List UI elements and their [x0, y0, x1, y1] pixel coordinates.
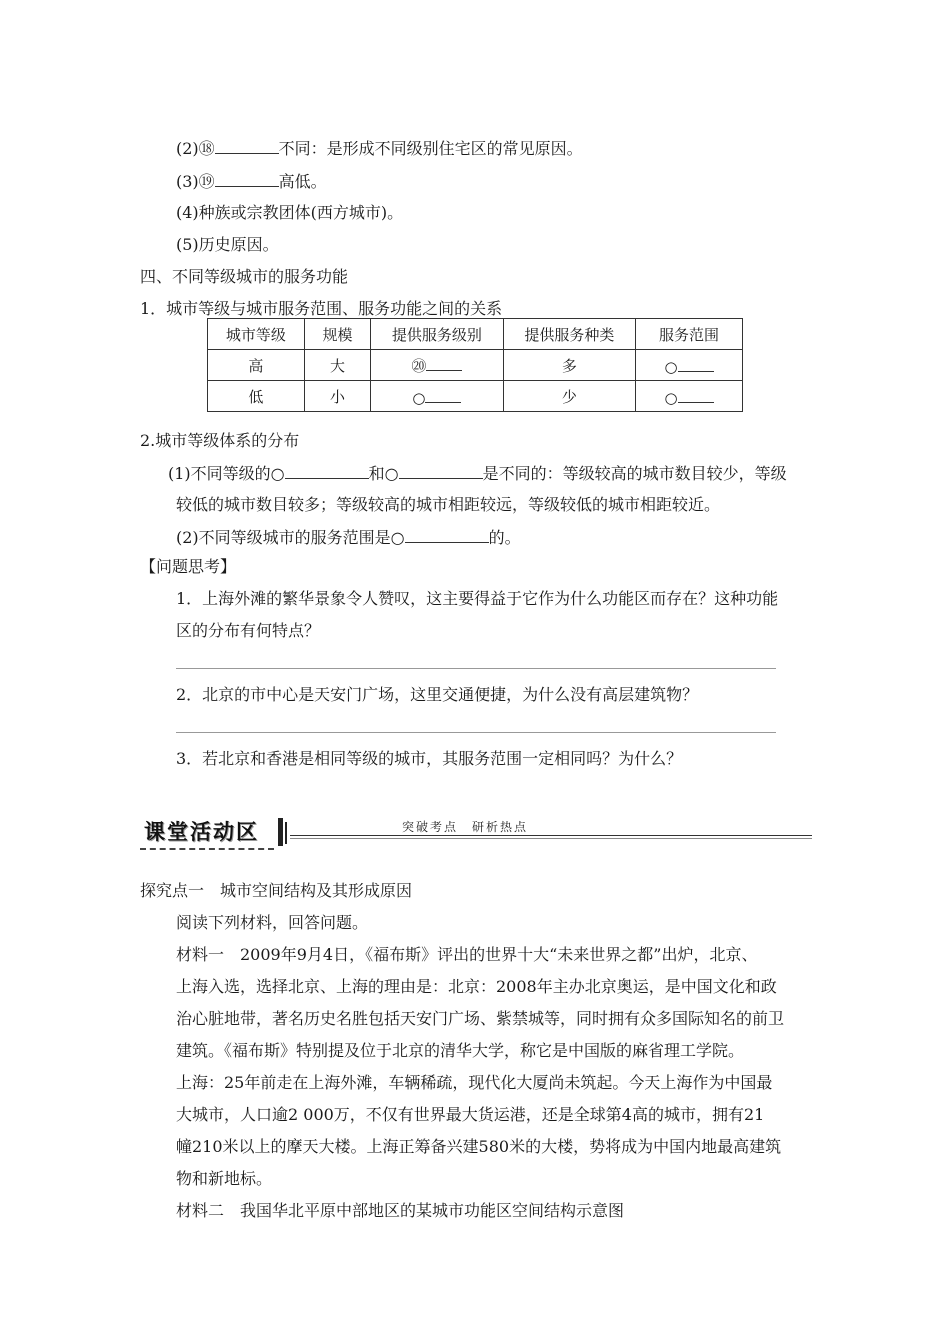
- banner-title: 课堂活动区: [144, 820, 259, 844]
- banner-dash-underline: [140, 848, 274, 850]
- banner-rule: [290, 835, 812, 836]
- explore-intro: 阅读下列材料，回答问题。: [176, 913, 369, 932]
- section-item-1: 1．城市等级与城市服务范围、服务功能之间的关系: [140, 299, 503, 318]
- answer-blank[interactable]: [426, 354, 462, 371]
- cell-mark: ○: [664, 388, 678, 407]
- banner-subtitle: 突破考点 研析热点: [398, 818, 532, 835]
- material-1-line: 上海入选，选择北京、上海的理由是：北京：2008年主办北京奥运，是中国文化和政: [176, 977, 777, 996]
- material-1-line: 建筑。《福布斯》特别提及位于北京的清华大学，称它是中国版的麻省理工学院。: [176, 1041, 745, 1060]
- answer-blank[interactable]: [678, 355, 714, 372]
- answer-blank[interactable]: [215, 170, 279, 187]
- reason-2-prefix: (2)⑱: [176, 139, 215, 158]
- questions-heading: 【问题思考】: [140, 557, 237, 576]
- section-heading: 四、不同等级城市的服务功能: [140, 267, 349, 286]
- answer-blank[interactable]: [215, 137, 279, 154]
- table-cell: 少: [503, 381, 635, 412]
- banner-divider: [278, 818, 283, 846]
- answer-blank[interactable]: [425, 386, 461, 403]
- section-banner: [140, 812, 812, 852]
- answer-blank[interactable]: [405, 526, 489, 543]
- shanghai-line: 上海：25年前走在上海外滩，车辆稀疏，现代化大厦尚未筑起。今天上海作为中国最: [176, 1073, 773, 1092]
- reason-4: (4)种族或宗教团体(西方城市)。: [176, 203, 404, 222]
- table-cell: 大: [304, 350, 370, 381]
- answer-line[interactable]: [176, 668, 776, 669]
- shanghai-line: 大城市，人口逾2 000万，不仅有世界最大货运港，还是全球第4高的城市，拥有21: [176, 1105, 765, 1124]
- cell-mark: ⑳: [411, 357, 427, 375]
- table-header-row: [208, 319, 743, 350]
- question-2: 2．北京的市中心是天安门广场，这里交通便捷，为什么没有高层建筑物？: [176, 685, 699, 704]
- table-header: 规模: [304, 319, 370, 350]
- table-header: 服务范围: [635, 319, 742, 350]
- shanghai-line: 幢210米以上的摩天大楼。上海正筹备兴建580米的大楼，势将成为中国内地最高建筑: [176, 1137, 782, 1156]
- table-cell: 高: [208, 350, 305, 381]
- text: 和○: [368, 464, 399, 483]
- answer-blank[interactable]: [399, 462, 483, 479]
- table-cell: [371, 381, 504, 412]
- reason-3-suffix: 高低。: [278, 172, 327, 191]
- paragraph-2: [176, 526, 521, 549]
- paragraph-1: [168, 462, 787, 485]
- table-cell: 低: [208, 381, 305, 412]
- cell-mark: ○: [664, 357, 678, 376]
- section-item-2: 2.城市等级体系的分布: [140, 431, 300, 450]
- answer-blank[interactable]: [678, 386, 714, 403]
- question-1-line-1: 1．上海外滩的繁华景象令人赞叹，这主要得益于它作为什么功能区而存在？这种功能: [176, 589, 779, 608]
- table-cell: 小: [304, 381, 370, 412]
- city-level-table: [207, 318, 743, 412]
- explore-title: 探究点一 城市空间结构及其形成原因: [140, 881, 413, 900]
- text: 的。: [488, 528, 521, 547]
- table-header: 提供服务种类: [503, 319, 635, 350]
- reason-2-suffix: 不同：是形成不同级别住宅区的常见原因。: [278, 139, 583, 158]
- table-header: 提供服务级别: [371, 319, 504, 350]
- table-cell: [371, 350, 504, 381]
- reason-3-prefix: (3)⑲: [176, 172, 215, 191]
- banner-rule: [290, 838, 812, 839]
- text: 是不同的：等级较高的城市数目较少，等级: [482, 464, 787, 483]
- material-1-line: 治心脏地带，著名历史名胜包括天安门广场、紫禁城等，同时拥有众多国际知名的前卫: [176, 1009, 785, 1028]
- table-cell: [635, 381, 742, 412]
- banner-divider: [285, 822, 287, 844]
- text: (1)不同等级的○: [168, 464, 285, 483]
- reason-5: (5)历史原因。: [176, 235, 279, 254]
- shanghai-line: 物和新地标。: [176, 1169, 273, 1188]
- reason-3: [176, 170, 327, 193]
- table-row: [208, 350, 743, 381]
- table-cell: [635, 350, 742, 381]
- material-2: 材料二 我国华北平原中部地区的某城市功能区空间结构示意图: [176, 1201, 625, 1220]
- answer-blank[interactable]: [285, 462, 369, 479]
- cell-mark: ○: [412, 388, 426, 407]
- table-header: 城市等级: [208, 319, 305, 350]
- table-cell: 多: [503, 350, 635, 381]
- question-1-line-2: 区的分布有何特点？: [176, 621, 321, 640]
- table-row: [208, 381, 743, 412]
- paragraph-1-cont: 较低的城市数目较多；等级较高的城市相距较远，等级较低的城市相距较近。: [176, 495, 721, 514]
- question-3: 3．若北京和香港是相同等级的城市，其服务范围一定相同吗？为什么？: [176, 749, 683, 768]
- text: (2)不同等级城市的服务范围是○: [176, 528, 405, 547]
- material-1-line: 材料一 2009年9月4日，《福布斯》评出的世界十大“未来世界之都”出炉，北京、: [176, 945, 758, 964]
- reason-2: [176, 137, 583, 160]
- answer-line[interactable]: [176, 732, 776, 733]
